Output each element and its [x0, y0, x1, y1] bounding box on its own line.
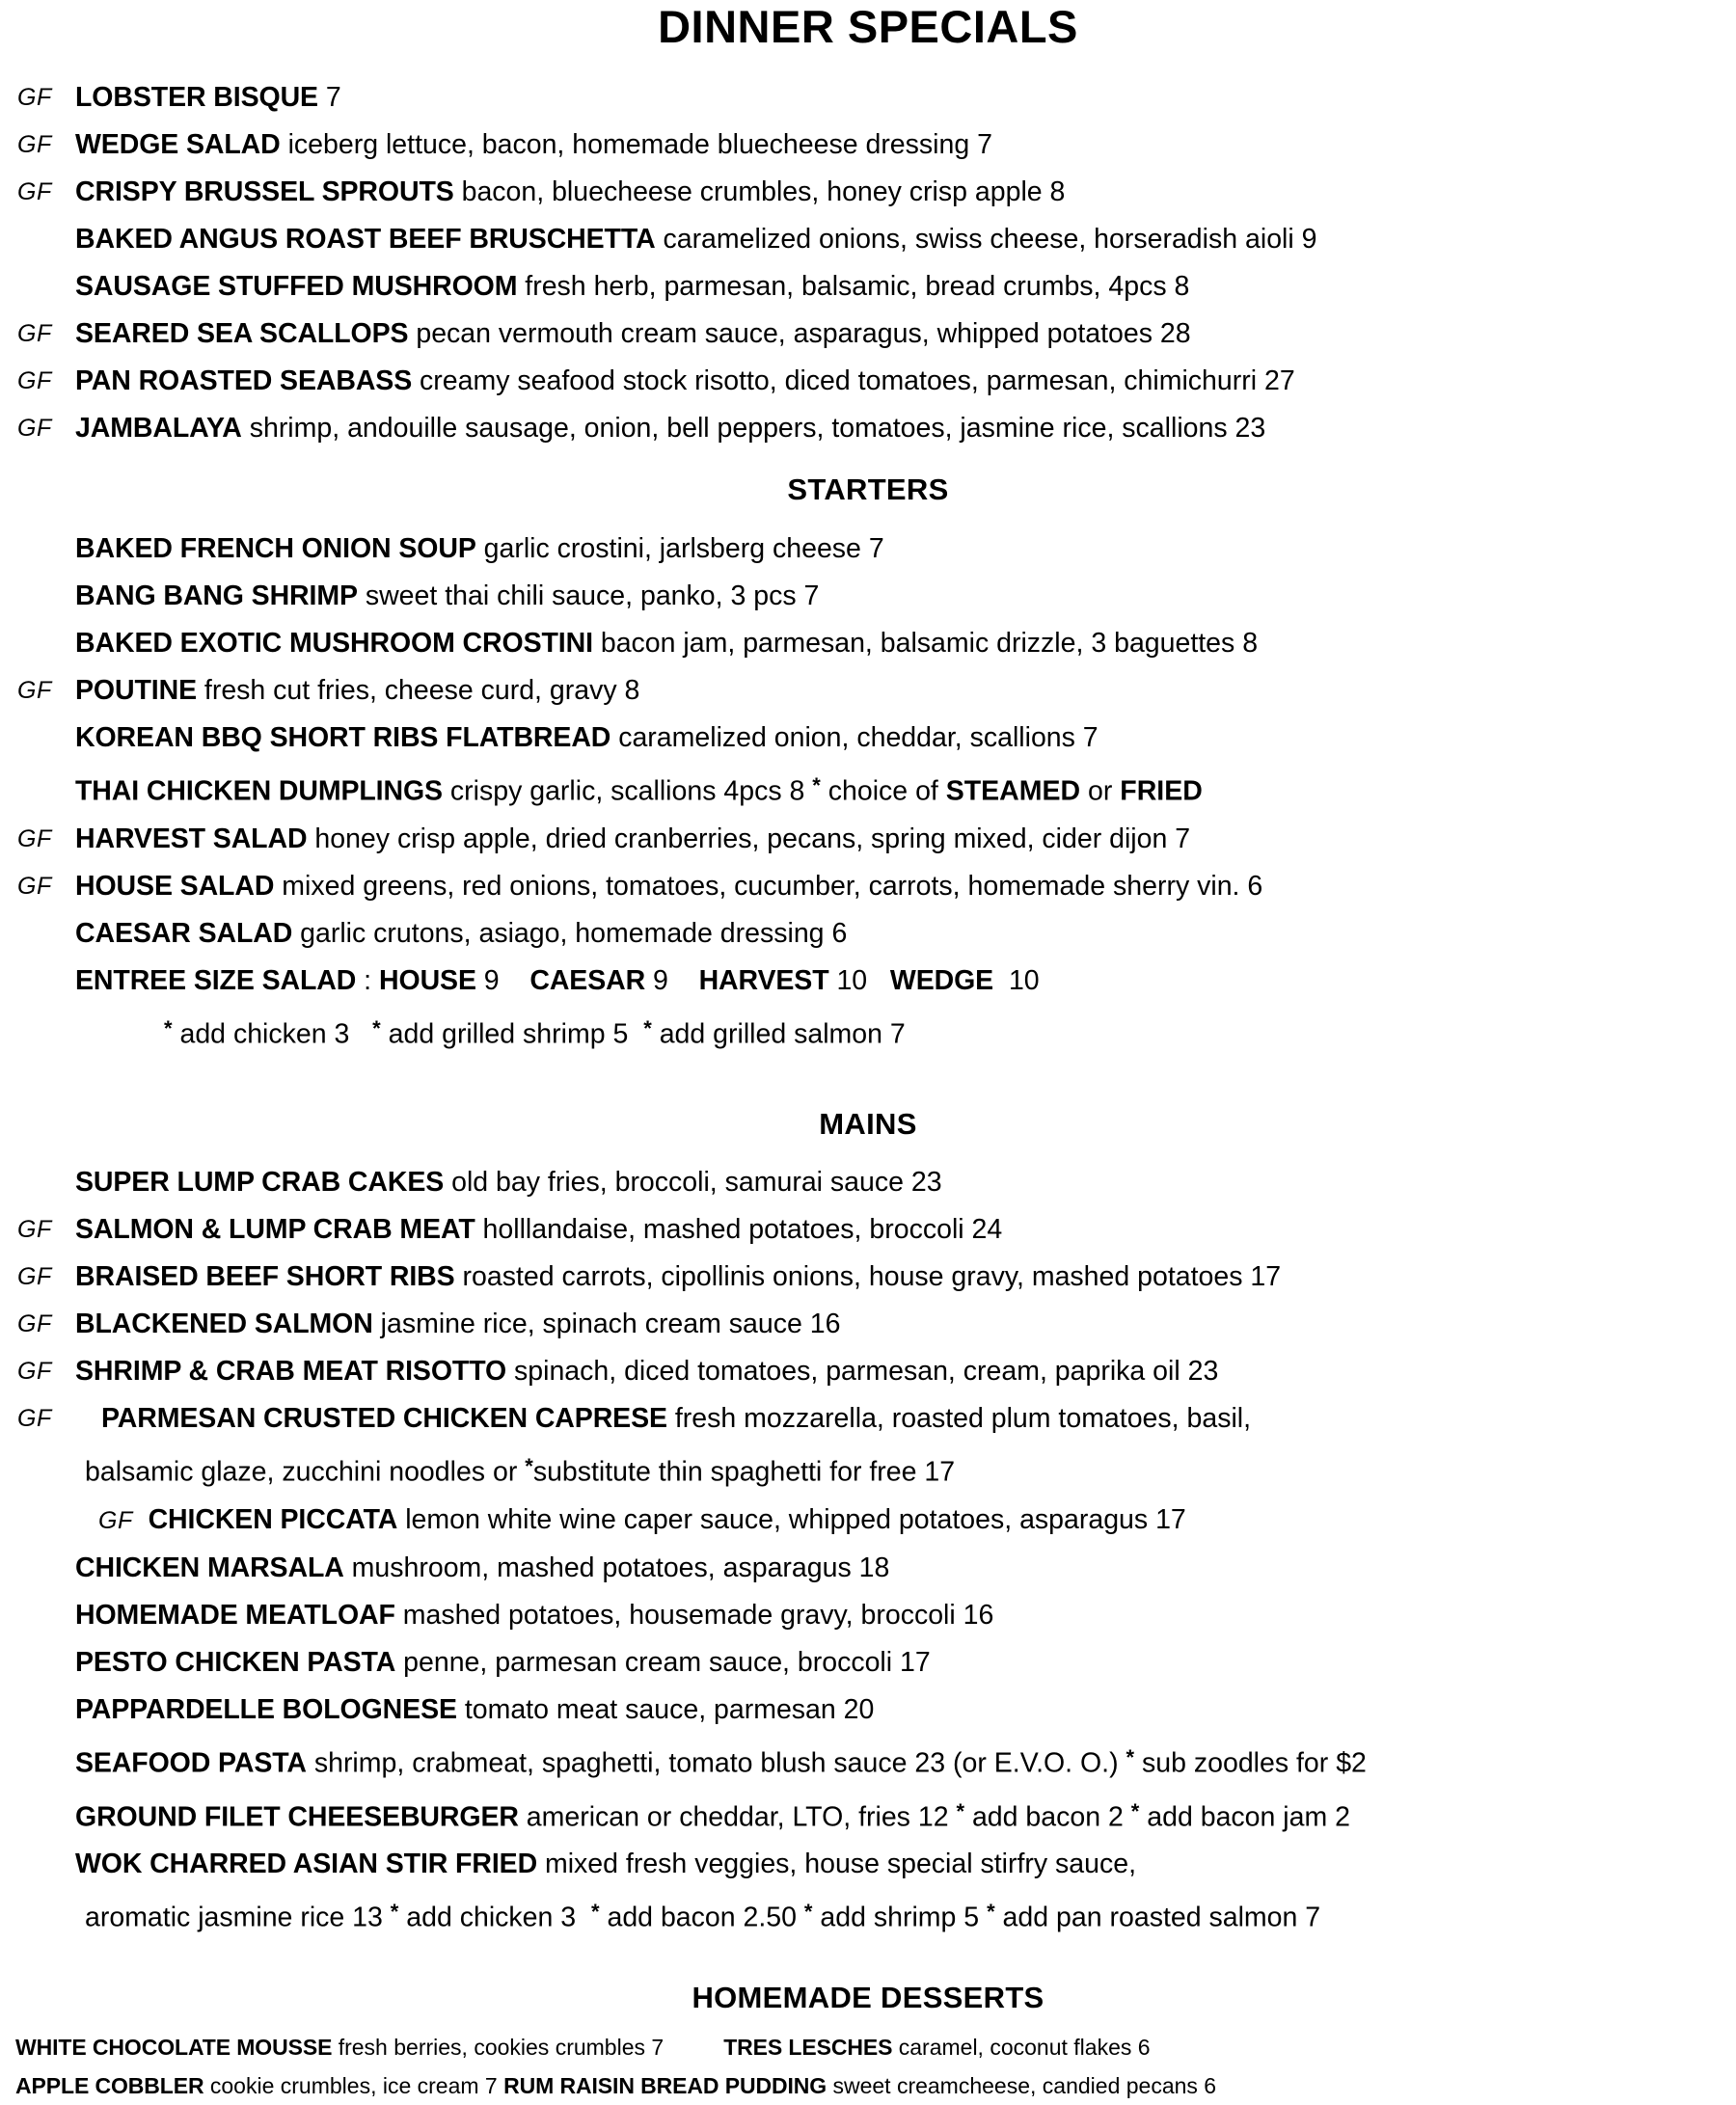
menu-item [0, 121, 1736, 169]
item-name: PESTO CHICKEN PASTA [75, 1647, 396, 1679]
item-desc: pecan vermouth cream sauce, asparagus, whipped potatoes 28 [416, 318, 1191, 349]
menu-item [0, 1395, 1736, 1443]
item-desc: tomato meat sauce, parmesan 20 [464, 1694, 875, 1726]
section-starters [0, 526, 1736, 1058]
item-name: CRISPY BRUSSEL SPROUTS [75, 176, 454, 207]
colon: : [364, 964, 372, 996]
gf-label: GF [17, 367, 52, 394]
gf-label: GF [17, 320, 52, 347]
addon-label: add chicken [179, 1018, 327, 1050]
section-desserts [0, 2028, 1736, 2105]
menu-item [0, 762, 1736, 816]
item-desc: bacon, bluecheese crumbles, honey crisp apple 8 [461, 176, 1066, 207]
menu-item [0, 526, 1736, 573]
entree-price-caesar: 9 [653, 964, 668, 996]
item-desc: mixed greens, red onions, tomatoes, cucumber, carrots, homemade sherry vin. 6 [282, 870, 1263, 902]
item-desc: 7 [325, 82, 341, 113]
item-desc: shrimp, crabmeat, spaghetti, tomato blush sauce 23 (or E.V.O. O.) [313, 1747, 1126, 1779]
asterisk-marker: * [643, 1015, 652, 1040]
dessert-name: RUM RAISIN BREAD PUDDING [503, 2073, 827, 2099]
item-desc: creamy seafood stock risotto, diced tomatoes, parmesan, chimichurri 27 [420, 365, 1295, 396]
menu-item [0, 358, 1736, 405]
item-name: BANG BANG SHRIMP [75, 580, 358, 611]
menu-item [0, 667, 1736, 715]
item-name: JAMBALAYA [75, 413, 242, 444]
gf-label: GF [17, 131, 52, 158]
asterisk-marker: * [372, 1015, 381, 1040]
item-name: PAN ROASTED SEABASS [75, 365, 413, 396]
section-dinner-specials [0, 74, 1736, 452]
item-desc: roasted carrots, cipollinis onions, house gravy, mashed potatoes 17 [462, 1261, 1282, 1293]
asterisk-marker: * [803, 1900, 813, 1925]
menu-item [0, 310, 1736, 358]
item-desc: mushroom, mashed potatoes, asparagus 18 [351, 1552, 890, 1584]
entree-price-harvest: 10 [836, 964, 868, 996]
asterisk-marker: * [956, 1798, 965, 1823]
item-name: SALMON & LUMP CRAB MEAT [75, 1214, 475, 1246]
item-desc-after-star: substitute thin spaghetti for free 17 [532, 1457, 956, 1489]
addon-price: 3 [334, 1018, 350, 1050]
item-name: HOUSE SALAD [75, 870, 275, 902]
menu-item [0, 1159, 1736, 1206]
menu-item [0, 263, 1736, 310]
gf-label: GF [17, 677, 52, 704]
entree-option-caesar: CAESAR [529, 964, 646, 996]
item-desc: iceberg lettuce, bacon, homemade bluecheese dressing 7 [287, 129, 992, 160]
gf-label: GF [17, 415, 52, 442]
burger-addon-2: add bacon jam 2 [1139, 1801, 1350, 1833]
menu-item [0, 1734, 1736, 1788]
item-name: SUPER LUMP CRAB CAKES [75, 1167, 445, 1199]
entree-price-wedge: 10 [1008, 964, 1040, 996]
item-name: POUTINE [75, 675, 197, 706]
item-desc: fresh herb, parmesan, balsamic, bread crumbs, 4pcs 8 [525, 271, 1190, 302]
item-desc: penne, parmesan cream sauce, broccoli 17 [403, 1647, 931, 1679]
item-name: LOBSTER BISQUE [75, 82, 318, 113]
item-desc: american or cheddar, LTO, fries 12 [526, 1801, 957, 1833]
gf-label: GF [17, 1263, 52, 1291]
item-name: HOMEMADE MEATLOAF [75, 1600, 395, 1632]
item-desc: lemon white wine caper sauce, whipped potatoes, asparagus 17 [405, 1504, 1186, 1536]
entree-option-house: HOUSE [379, 964, 476, 996]
item-name: KOREAN BBQ SHORT RIBS FLATBREAD [75, 722, 611, 753]
menu-item [0, 715, 1736, 762]
item-name: CHICKEN MARSALA [75, 1552, 344, 1584]
item-desc: bacon jam, parmesan, balsamic drizzle, 3 baguettes 8 [600, 628, 1259, 659]
option-fried: FRIED [1120, 775, 1203, 807]
menu-item [0, 1254, 1736, 1301]
entree-size-label: ENTREE SIZE SALAD [75, 964, 357, 996]
item-name: CAESAR SALAD [75, 917, 293, 949]
option-steamed: STEAMED [945, 775, 1081, 807]
menu-item [0, 1639, 1736, 1687]
item-name: WOK CHARRED ASIAN STIR FRIED [75, 1849, 538, 1880]
item-desc-2: choice of [820, 775, 946, 807]
item-desc: mixed fresh veggies, house special stirfry sauce, [544, 1849, 1137, 1880]
dessert-row [0, 2066, 1736, 2105]
gf-label: GF [17, 1405, 52, 1433]
item-desc: garlic crutons, asiago, homemade dressing 6 [300, 917, 848, 949]
menu-item [0, 1592, 1736, 1639]
menu-item [0, 1301, 1736, 1348]
item-name: WEDGE SALAD [75, 129, 281, 160]
menu-item [0, 573, 1736, 620]
item-desc: sweet thai chili sauce, panko, 3 pcs 7 [365, 580, 820, 611]
wok-addon-1: add chicken 3 [398, 1903, 584, 1934]
gf-label: GF [17, 824, 52, 852]
item-desc: fresh cut fries, cheese curd, gravy 8 [203, 675, 640, 706]
gf-label: GF [17, 1216, 52, 1244]
menu-item [0, 1206, 1736, 1254]
item-desc: balsamic glaze, zucchini noodles or [85, 1457, 526, 1489]
dessert-desc: fresh berries, cookies crumbles 7 [338, 2035, 665, 2061]
addon-label: add grilled salmon [659, 1018, 882, 1050]
menu-item [0, 405, 1736, 452]
section-heading-mains: MAINS [819, 1107, 917, 1142]
item-desc: honey crisp apple, dried cranberries, pecans, spring mixed, cider dijon 7 [314, 823, 1191, 854]
menu-item [0, 1788, 1736, 1842]
item-desc: shrimp, andouille sausage, onion, bell peppers, tomatoes, jasmine rice, scallions 23 [249, 413, 1266, 444]
burger-addon-1: add bacon 2 [964, 1801, 1131, 1833]
menu-item-continuation [0, 1443, 1736, 1497]
section-mains [0, 1159, 1736, 1942]
item-name: HARVEST SALAD [75, 823, 308, 854]
asterisk-marker: * [987, 1900, 995, 1925]
menu-item [0, 1687, 1736, 1734]
gf-label: GF [17, 178, 52, 205]
asterisk-marker: * [1126, 1745, 1135, 1770]
asterisk-marker: * [390, 1900, 399, 1925]
addon-label: add grilled shrimp [388, 1018, 606, 1050]
item-name: PARMESAN CRUSTED CHICKEN CAPRESE [101, 1403, 667, 1435]
gf-label: GF [17, 1310, 52, 1338]
item-name: PAPPARDELLE BOLOGNESE [75, 1694, 457, 1726]
item-name: BAKED EXOTIC MUSHROOM CROSTINI [75, 628, 593, 659]
item-desc: caramelized onion, cheddar, scallions 7 [618, 722, 1099, 753]
item-name: THAI CHICKEN DUMPLINGS [75, 775, 443, 807]
asterisk-marker: * [164, 1015, 173, 1040]
item-name: GROUND FILET CHEESEBURGER [75, 1801, 519, 1833]
item-name: BRAISED BEEF SHORT RIBS [75, 1261, 455, 1293]
section-heading-desserts: HOMEMADE DESSERTS [692, 1981, 1044, 2015]
wok-addon-2: add bacon 2.50 [599, 1903, 804, 1934]
wok-addon-3: add shrimp 5 [812, 1903, 988, 1934]
item-desc: spinach, diced tomatoes, parmesan, cream, paprika oil 23 [514, 1356, 1219, 1388]
page-title: DINNER SPECIALS [658, 1, 1078, 52]
gf-label: GF [17, 872, 52, 900]
menu-item [0, 1841, 1736, 1888]
item-name: BAKED ANGUS ROAST BEEF BRUSCHETTA [75, 224, 656, 255]
addon-price: 5 [612, 1018, 629, 1050]
addon-price: 7 [889, 1018, 906, 1050]
item-desc: garlic crostini, jarlsberg cheese 7 [483, 533, 884, 564]
dessert-name: TRES LESCHES [723, 2035, 893, 2061]
menu-item [0, 1497, 1736, 1545]
entree-option-harvest: HARVEST [698, 964, 829, 996]
item-name: CHICKEN PICCATA [148, 1504, 398, 1536]
item-desc: crispy garlic, scallions 4pcs 8 [449, 775, 813, 807]
section-heading-starters: STARTERS [787, 472, 949, 506]
menu-item [0, 620, 1736, 667]
item-desc: fresh mozzarella, roasted plum tomatoes, basil, [674, 1403, 1252, 1435]
salad-addons-row [0, 1005, 1736, 1059]
gf-label: GF [17, 84, 52, 111]
item-desc: jasmine rice, spinach cream sauce 16 [380, 1309, 841, 1340]
gf-label: GF [98, 1507, 133, 1535]
dessert-desc: caramel, coconut flakes 6 [898, 2035, 1151, 2061]
menu-item [0, 863, 1736, 910]
menu-item [0, 169, 1736, 216]
asterisk-marker: * [1130, 1798, 1140, 1823]
entree-option-wedge: WEDGE [889, 964, 994, 996]
dessert-desc: cookie crumbles, ice cream 7 [209, 2073, 504, 2099]
dessert-name: APPLE COBBLER [15, 2073, 204, 2099]
item-name: SEARED SEA SCALLOPS [75, 318, 409, 349]
item-desc: mashed potatoes, housemade gravy, broccoli 16 [402, 1600, 994, 1632]
item-name: SEAFOOD PASTA [75, 1747, 307, 1779]
menu-item [0, 1545, 1736, 1592]
item-desc: old bay fries, broccoli, samurai sauce 23 [451, 1167, 942, 1199]
menu-item-continuation [0, 1888, 1736, 1942]
entree-size-salad-row [0, 958, 1736, 1005]
item-desc: aromatic jasmine rice 13 [85, 1903, 391, 1934]
dessert-name: WHITE CHOCOLATE MOUSSE [15, 2035, 333, 2061]
item-name: SHRIMP & CRAB MEAT RISOTTO [75, 1356, 507, 1388]
wok-addon-4: add pan roasted salmon 7 [994, 1903, 1321, 1934]
menu-item [0, 216, 1736, 263]
menu-item [0, 816, 1736, 863]
asterisk-marker: * [525, 1454, 533, 1479]
entree-price-house: 9 [483, 964, 500, 996]
item-desc: holllandaise, mashed potatoes, broccoli 24 [482, 1214, 1003, 1246]
item-desc: caramelized onions, swiss cheese, horseradish aioli 9 [663, 224, 1317, 255]
item-name: BLACKENED SALMON [75, 1309, 373, 1340]
asterisk-marker: * [591, 1900, 600, 1925]
item-desc-after-star: sub zoodles for $2 [1134, 1747, 1367, 1779]
menu-item [0, 74, 1736, 121]
dessert-row [0, 2028, 1736, 2066]
gf-label: GF [17, 1358, 52, 1386]
menu-item [0, 1348, 1736, 1395]
item-desc-3: or [1080, 775, 1121, 807]
item-name: BAKED FRENCH ONION SOUP [75, 533, 476, 564]
dessert-desc: sweet creamcheese, candied pecans 6 [832, 2073, 1217, 2099]
asterisk-marker: * [812, 773, 821, 797]
menu-item [0, 910, 1736, 958]
item-name: SAUSAGE STUFFED MUSHROOM [75, 271, 518, 302]
